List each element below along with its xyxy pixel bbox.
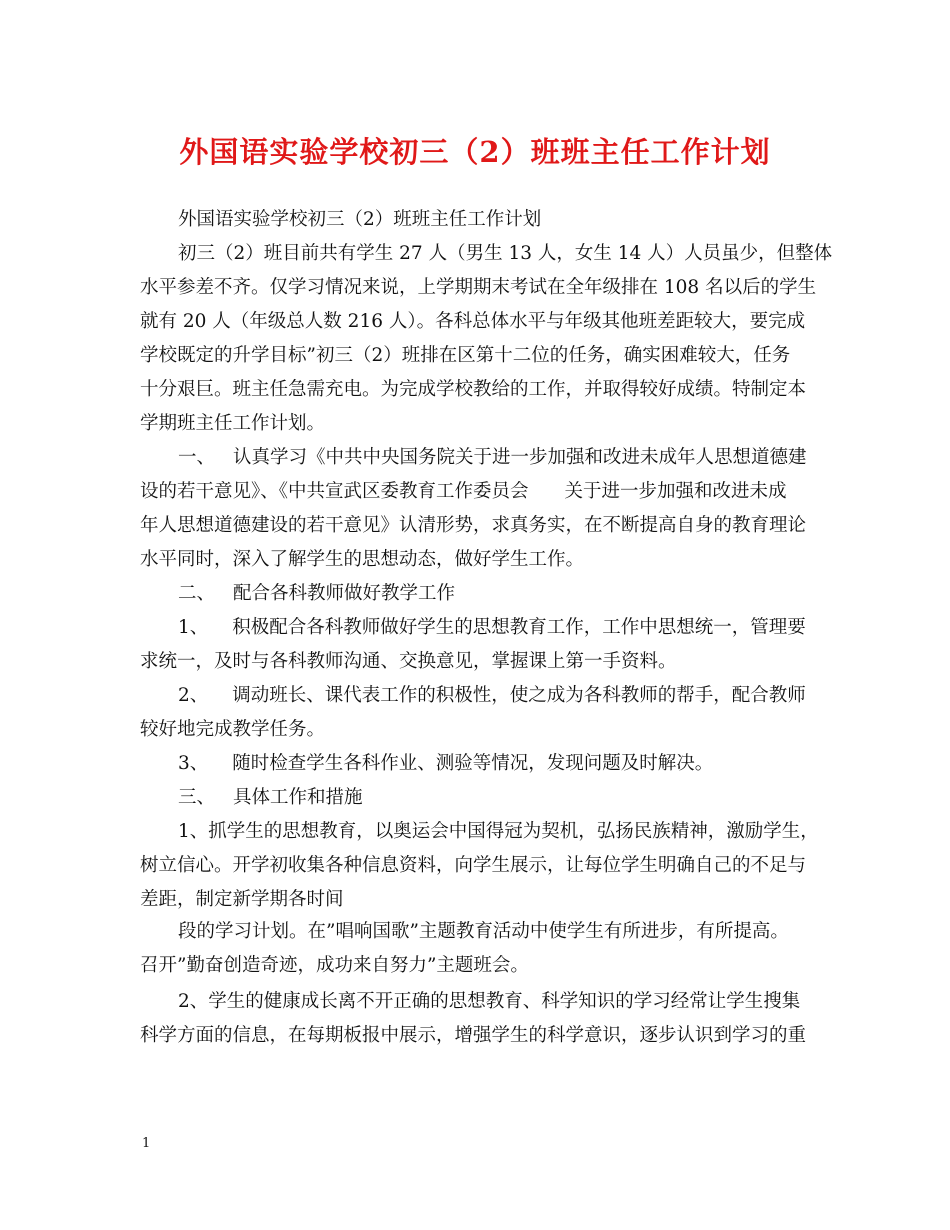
paragraph-line: 召开”勤奋创造奇迹，成功来自努力”主题班会。 bbox=[140, 955, 529, 976]
item-number: 1、 bbox=[178, 617, 209, 638]
item-text: 随时检查学生各科作业、测验等情况，发现问题及时解决。 bbox=[232, 753, 714, 774]
list-item bbox=[178, 684, 806, 708]
intro-line: 学期班主任工作计划。 bbox=[140, 413, 326, 434]
section-1-line: 年人思想道德建设的若干意见》认清形势，求真务实，在不断提高自身的教育理论 bbox=[140, 515, 807, 536]
list-item bbox=[178, 616, 806, 640]
paragraph-line: 段的学习计划。在”唱响国歌”主题教育活动中使学生有所进步，有所提高。 bbox=[178, 921, 789, 942]
item-text: 调动班长、课代表工作的积极性，使之成为各科教师的帮手，配合教师 bbox=[232, 685, 806, 706]
section-1-text: 设的若干意见》、《中共宣武区委教育工作委员会 bbox=[140, 481, 529, 502]
section-1-first-line bbox=[178, 446, 807, 470]
item-text: 求统一，及时与各科教师沟通、交换意见，掌握课上第一手资料。 bbox=[140, 651, 677, 672]
section-1-line bbox=[140, 480, 787, 504]
paragraph-line: 科学方面的信息，在每期板报中展示，增强学生的科学意识，逐步认识到学习的重 bbox=[140, 1025, 807, 1046]
section-3-title: 具体工作和措施 bbox=[233, 787, 363, 808]
subtitle: 外国语实验学校初三（2）班班主任工作计划 bbox=[178, 209, 542, 230]
paragraph-line: 2、学生的健康成长离不开正确的思想教育、科学知识的学习经常让学生搜集 bbox=[178, 991, 801, 1012]
section-2-title: 配合各科教师做好教学工作 bbox=[233, 583, 456, 604]
item-number: 2、 bbox=[178, 685, 209, 706]
item-text: 积极配合各科教师做好学生的思想教育工作，工作中思想统一，管理要 bbox=[232, 617, 806, 638]
section-3-number: 三、 bbox=[178, 787, 216, 808]
intro-line: 学校既定的升学目标”初三（2）班排在区第十二位的任务，确实困难较大，任务 bbox=[140, 345, 791, 366]
paragraph-line: 差距，制定新学期各时间 bbox=[140, 889, 344, 910]
item-number: 3、 bbox=[178, 753, 209, 774]
intro-line: 就有 20 人（年级总人数 216 人）。各科总体水平与年级其他班差距较大，要完成 bbox=[140, 311, 806, 332]
list-item bbox=[178, 752, 713, 776]
section-1-text: 关于进一步加强和改进未成 bbox=[564, 481, 787, 502]
intro-line: 初三（2）班目前共有学生 27 人（男生 13 人，女生 14 人）人员虽少，但整体 bbox=[178, 243, 833, 264]
section-1-text: 认真学习《中共中央国务院关于进一步加强和改进未成年人思想道德建 bbox=[233, 447, 807, 468]
section-1-line: 水平同时，深入了解学生的思想动态，做好学生工作。 bbox=[140, 549, 585, 570]
paragraph-line: 树立信心。开学初收集各种信息资料，向学生展示，让每位学生明确自己的不足与 bbox=[140, 855, 807, 876]
intro-line: 十分艰巨。班主任急需充电。为完成学校教给的工作，并取得较好成绩。特制定本 bbox=[140, 379, 807, 400]
item-text: 较好地完成教学任务。 bbox=[140, 719, 326, 740]
section-1-number: 一、 bbox=[178, 447, 216, 468]
section-3-heading bbox=[178, 786, 363, 810]
paragraph-line: 1、抓学生的思想教育，以奥运会中国得冠为契机，弘扬民族精神，激励学生， bbox=[178, 821, 819, 842]
document-title: 外国语实验学校初三（2）班班主任工作计划 bbox=[179, 135, 771, 169]
page-number: 1 bbox=[142, 1136, 151, 1151]
section-2-number: 二、 bbox=[178, 583, 216, 604]
section-2-heading bbox=[178, 582, 455, 606]
intro-line: 水平参差不齐。仅学习情况来说，上学期期末考试在全年级排在 108 名以后的学生 bbox=[140, 277, 817, 298]
